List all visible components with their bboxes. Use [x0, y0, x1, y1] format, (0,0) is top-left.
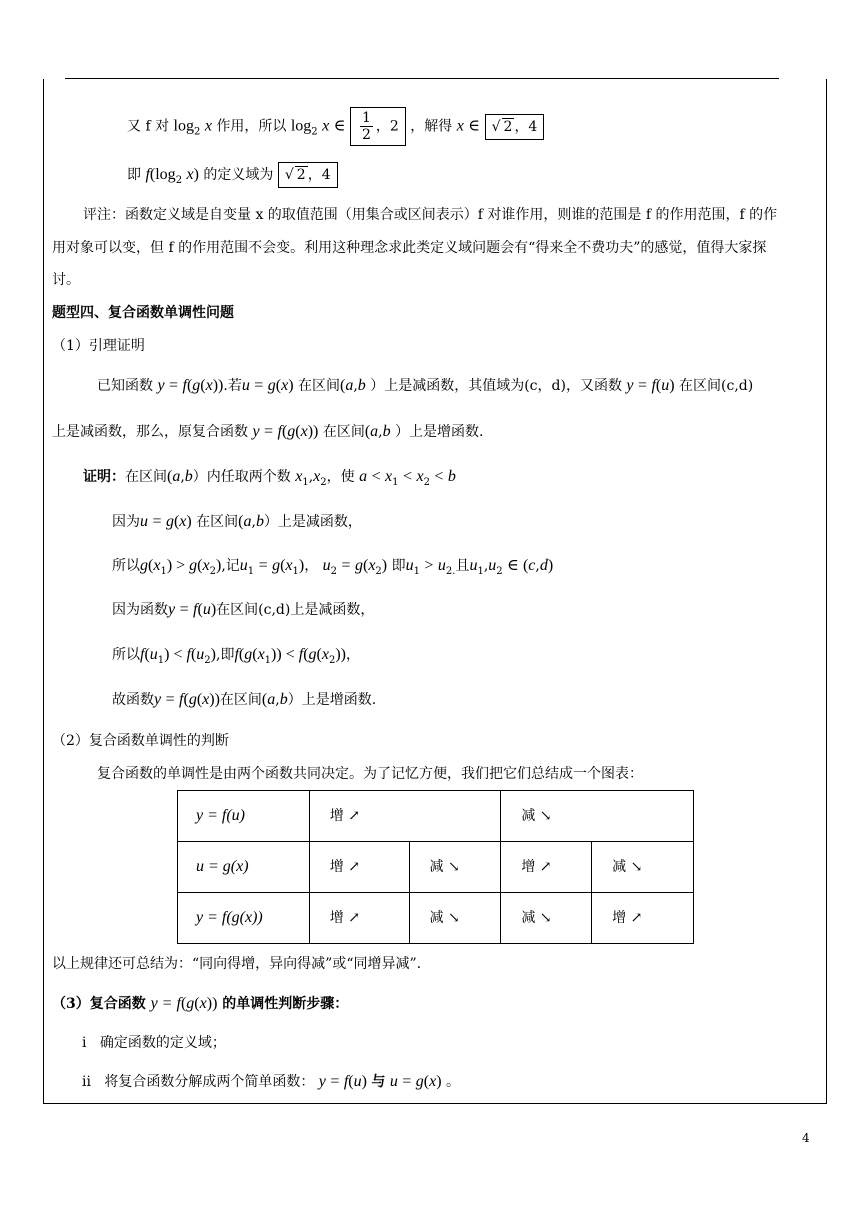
- cell: 增 ↗: [309, 893, 409, 944]
- subheading-1: （1）引理证明: [52, 338, 145, 354]
- cell: 减 ↘: [501, 893, 592, 944]
- domain-line-1: 又 f 对 $\log_2 x$ 作用，所以 $\log_2 x$ ∈ $\frac{1}{2}$ ，2 ，解得 x ∈ √ 2 ，4: [127, 107, 544, 146]
- lemma-line-1: 已知函数 y = f(g(x)).若u = g(x) 在区间(a,b ）上是减函数，其值域为(c，d)，又函数 y = f(u) 在区间(c,d): [97, 377, 754, 394]
- cell: 减 ↘: [501, 791, 694, 842]
- comment-line-2: 用对象可以变，但 f 的作用范围不会变。利用这种理念求此类定义域问题会有“得来全不费功夫”的感觉，值得大家探: [52, 240, 767, 256]
- monotonicity-table: [177, 790, 694, 944]
- domain-line-2: 即 $f(\log_2$ x) 的定义域为 √ 2 ，4: [127, 162, 338, 191]
- table-row: [178, 893, 694, 944]
- cell: 增 ↗: [501, 842, 592, 893]
- subheading-2: （2）复合函数单调性的判断: [52, 733, 229, 749]
- table-intro: 复合函数的单调性是由两个函数共同决定。为了记忆方便，我们把它们总结成一个图表：: [97, 766, 643, 782]
- interval-sqrt2-four-2: √ 2 ，4: [278, 162, 338, 188]
- rule-summary: 以上规律还可总结为：“同向得增，异向得减”或“同增异减”.: [52, 956, 422, 972]
- content-frame: [43, 79, 827, 1104]
- proof-line-2: 因为u = g(x) 在区间(a,b）上是减函数，: [112, 513, 362, 530]
- interval-half-two: $\frac{1}{2}$ ，2: [350, 107, 406, 146]
- comment-line-1: 评注：函数定义域是自变量 x 的取值范围（用集合或区间表示）f 对谁作用，则谁的范围是 f 的作用范围，f 的作: [83, 207, 778, 223]
- proof-line-4: 因为函数y = f(u)在区间(c,d)上是减函数，: [112, 601, 375, 618]
- cell: 减 ↘: [409, 893, 501, 944]
- proof-line-6: 故函数y = f(g(x))在区间(a,b）上是增函数.: [112, 691, 377, 708]
- cell: 增 ↗: [309, 791, 501, 842]
- row-label-outer: y = f(u): [178, 791, 310, 842]
- subheading-3: （3）复合函数 y = f(g(x)) 的单调性判断步骤：: [52, 995, 349, 1012]
- proof-line-5: 所以$f(u_1) < f(u_2)$,即$f(g(x_1)) < f(g(x_2))$，: [112, 646, 360, 666]
- proof-line-1: 证明：在区间(a,b）内任取两个数 $x_1,x_2$，使 $a < x_1 < x_2 < b$: [83, 468, 456, 488]
- step-1: i 确定函数的定义域；: [82, 1035, 226, 1051]
- section-heading-4: 题型四、复合函数单调性问题: [52, 305, 234, 321]
- lemma-line-2: 上是减函数，那么，原复合函数 y = f(g(x)) 在区间(a,b ）上是增函数.: [52, 423, 484, 440]
- page-number: 4: [802, 1131, 810, 1145]
- cell: 增 ↗: [592, 893, 694, 944]
- cell: 减 ↘: [409, 842, 501, 893]
- comment-line-3: 讨。: [52, 272, 80, 288]
- proof-line-3: 所以$g(x_1) > g(x_2)$,记$u_1 = g(x_1)$， $u_2 = g(x_2)$ 即$u_1 > u_{2.}$且$u_1,u_2$ ∈ (c,d): [112, 557, 554, 577]
- table-row: [178, 842, 694, 893]
- row-label-inner: u = g(x): [178, 842, 310, 893]
- step-2: ii 将复合函数分解成两个简单函数： y = f(u) 与 u = g(x) 。: [82, 1073, 460, 1090]
- row-label-composite: y = f(g(x)): [178, 893, 310, 944]
- cell: 减 ↘: [592, 842, 694, 893]
- table-row: [178, 791, 694, 842]
- cell: 增 ↗: [309, 842, 409, 893]
- interval-sqrt2-four: √ 2 ，4: [485, 114, 545, 140]
